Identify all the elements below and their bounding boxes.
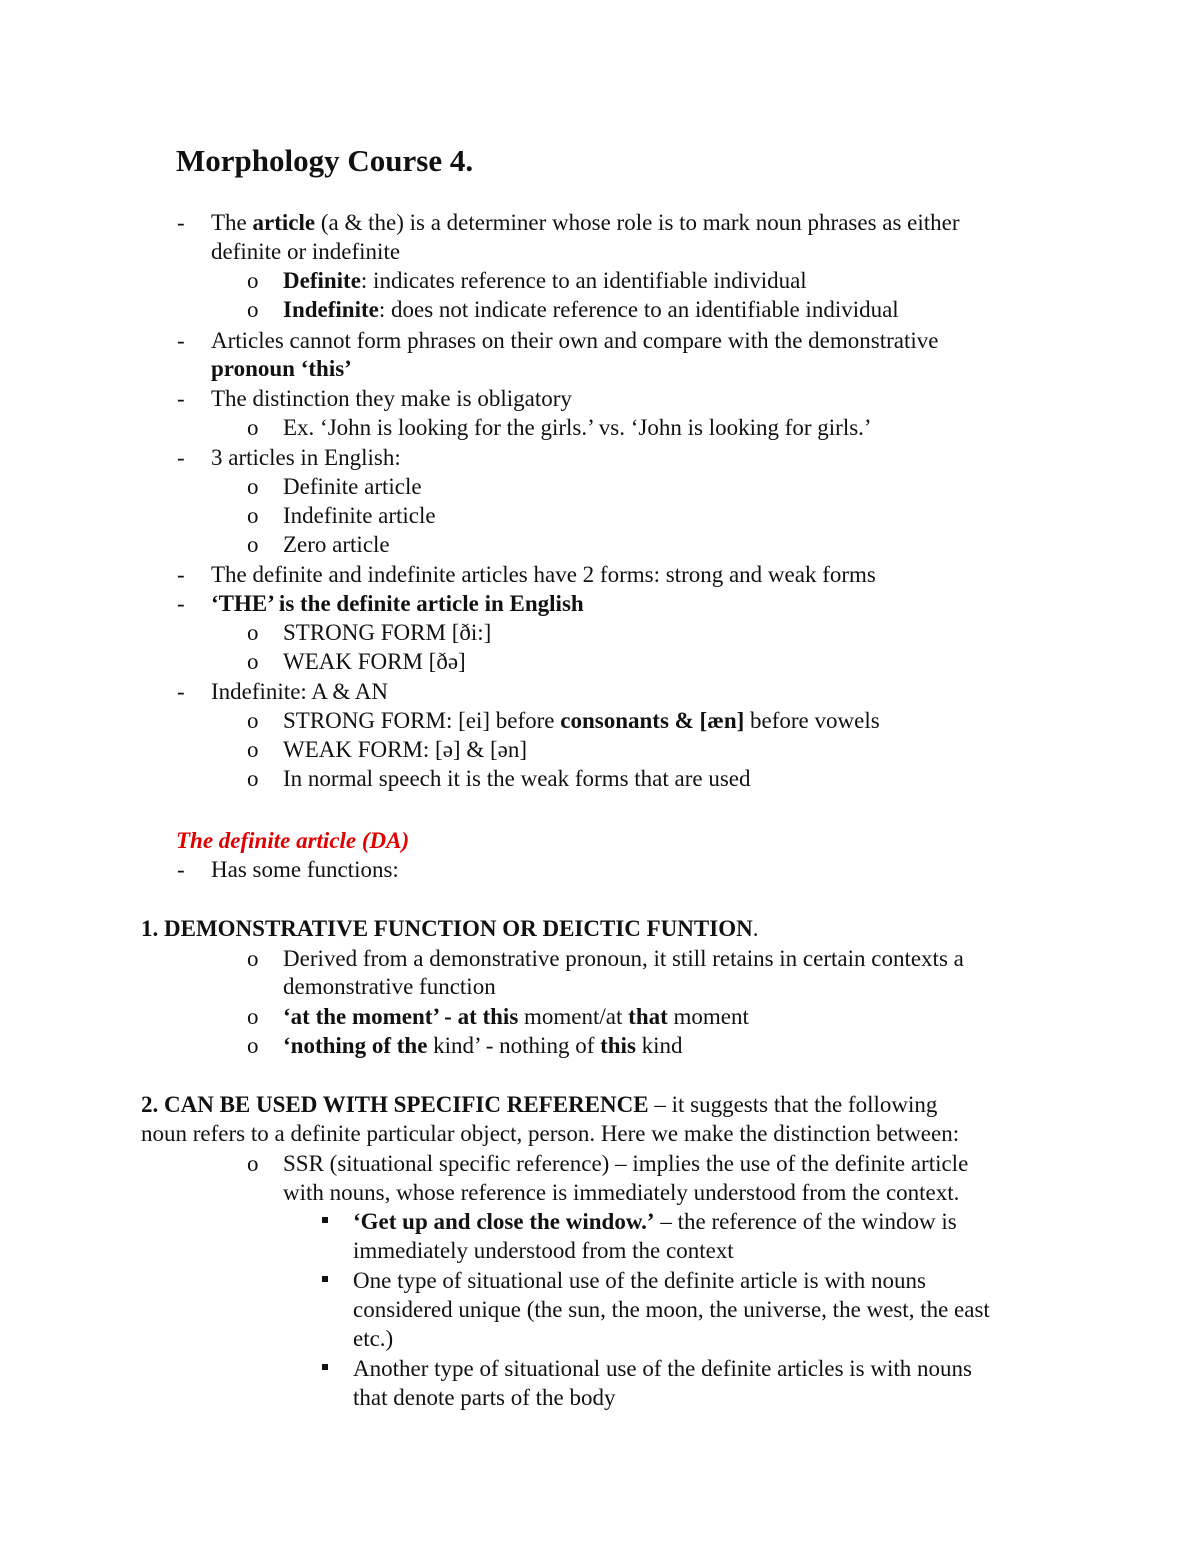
dash-bullet: - bbox=[177, 562, 185, 587]
intro-line-18: STRONG FORM: [ei] before consonants & [æn] before vowels bbox=[283, 708, 880, 733]
sec2-line-1: noun refers to a definite particular object, person. Here we make the distinction between: bbox=[141, 1121, 960, 1146]
sec1-line-3: ‘at the moment’ - at this moment/at that moment bbox=[283, 1004, 749, 1029]
square-bullet bbox=[322, 1276, 328, 1282]
sec2-line-8: etc.) bbox=[353, 1326, 394, 1351]
circle-bullet: o bbox=[247, 297, 259, 322]
circle-bullet: o bbox=[247, 766, 259, 791]
circle-bullet: o bbox=[247, 474, 259, 499]
circle-bullet: o bbox=[247, 737, 259, 762]
dash-bullet: - bbox=[177, 328, 185, 353]
intro-line-11: Indefinite article bbox=[283, 503, 436, 528]
sec2-line-10: that denote parts of the body bbox=[353, 1385, 616, 1410]
circle-bullet: o bbox=[247, 1033, 259, 1058]
intro-line-2: definite or indefinite bbox=[211, 239, 401, 264]
circle-bullet: o bbox=[247, 708, 259, 733]
sec1-line-2: demonstrative function bbox=[283, 974, 496, 999]
sec2-line-9: Another type of situational use of the definite articles is with nouns bbox=[353, 1356, 972, 1381]
circle-bullet: o bbox=[247, 503, 259, 528]
sec2-line-7: considered unique (the sun, the moon, the universe, the west, the east bbox=[353, 1297, 990, 1322]
intro-line-6: pronoun ‘this’ bbox=[211, 356, 352, 381]
square-bullet bbox=[322, 1364, 328, 1370]
square-bullet bbox=[322, 1217, 328, 1223]
intro-line-13: The definite and indefinite articles have 2 forms: strong and weak forms bbox=[211, 562, 876, 587]
circle-bullet: o bbox=[247, 946, 259, 971]
intro-line-8: Ex. ‘John is looking for the girls.’ vs. ‘John is looking for girls.’ bbox=[283, 415, 872, 440]
intro-line-7: The distinction they make is obligatory bbox=[211, 386, 572, 411]
circle-bullet: o bbox=[247, 532, 259, 557]
indefinite-def: Indefinite: does not indicate reference to an identifiable individual bbox=[283, 297, 899, 322]
intro-line-10: Definite article bbox=[283, 474, 422, 499]
intro-line-16: WEAK FORM [ðə] bbox=[283, 649, 466, 674]
intro-line-15: STRONG FORM [ði:] bbox=[283, 620, 492, 645]
intro-line-19: WEAK FORM: [ə] & [ən] bbox=[283, 737, 528, 762]
dash-bullet: - bbox=[177, 445, 185, 470]
circle-bullet: o bbox=[247, 1004, 259, 1029]
dash-bullet: - bbox=[177, 591, 185, 616]
intro-line-17: Indefinite: A & AN bbox=[211, 679, 388, 704]
dash-bullet: - bbox=[177, 679, 185, 704]
intro-line-5: Articles cannot form phrases on their own and compare with the demonstrative bbox=[211, 328, 939, 353]
intro-line-9: 3 articles in English: bbox=[211, 445, 401, 470]
page-title: Morphology Course 4. bbox=[176, 143, 474, 178]
sec2-line-5: immediately understood from the context bbox=[353, 1238, 734, 1263]
dash-bullet: - bbox=[177, 857, 185, 882]
definite-def: Definite: indicates reference to an identifiable individual bbox=[283, 268, 807, 293]
sec1-line-1: Derived from a demonstrative pronoun, it still retains in certain contexts a bbox=[283, 946, 964, 971]
sec2-line-3: with nouns, whose reference is immediately understood from the context. bbox=[283, 1180, 960, 1205]
section-heading-da: The definite article (DA) bbox=[176, 828, 410, 853]
intro-line-20: In normal speech it is the weak forms that are used bbox=[283, 766, 751, 791]
intro-line-12: Zero article bbox=[283, 532, 390, 557]
circle-bullet: o bbox=[247, 620, 259, 645]
intro-line-14: ‘THE’ is the definite article in English bbox=[211, 591, 584, 616]
da-line-1: Has some functions: bbox=[211, 857, 399, 882]
sec2-line-4: ‘Get up and close the window.’ – the reference of the window is bbox=[353, 1209, 957, 1234]
dash-bullet: - bbox=[177, 386, 185, 411]
circle-bullet: o bbox=[247, 415, 259, 440]
sec1-line-4: ‘nothing of the kind’ - nothing of this kind bbox=[283, 1033, 683, 1058]
intro-line-1: The article (a & the) is a determiner whose role is to mark noun phrases as either bbox=[211, 210, 960, 235]
section-heading-2: 2. CAN BE USED WITH SPECIFIC REFERENCE – it suggests that the following bbox=[141, 1092, 938, 1117]
section-heading-1: 1. DEMONSTRATIVE FUNCTION OR DEICTIC FUNTION. bbox=[141, 916, 759, 941]
sec2-line-2: SSR (situational specific reference) – implies the use of the definite article bbox=[283, 1151, 969, 1176]
dash-bullet: - bbox=[177, 210, 185, 235]
circle-bullet: o bbox=[247, 268, 259, 293]
circle-bullet: o bbox=[247, 1151, 259, 1176]
sec2-line-6: One type of situational use of the definite article is with nouns bbox=[353, 1268, 926, 1293]
circle-bullet: o bbox=[247, 649, 259, 674]
